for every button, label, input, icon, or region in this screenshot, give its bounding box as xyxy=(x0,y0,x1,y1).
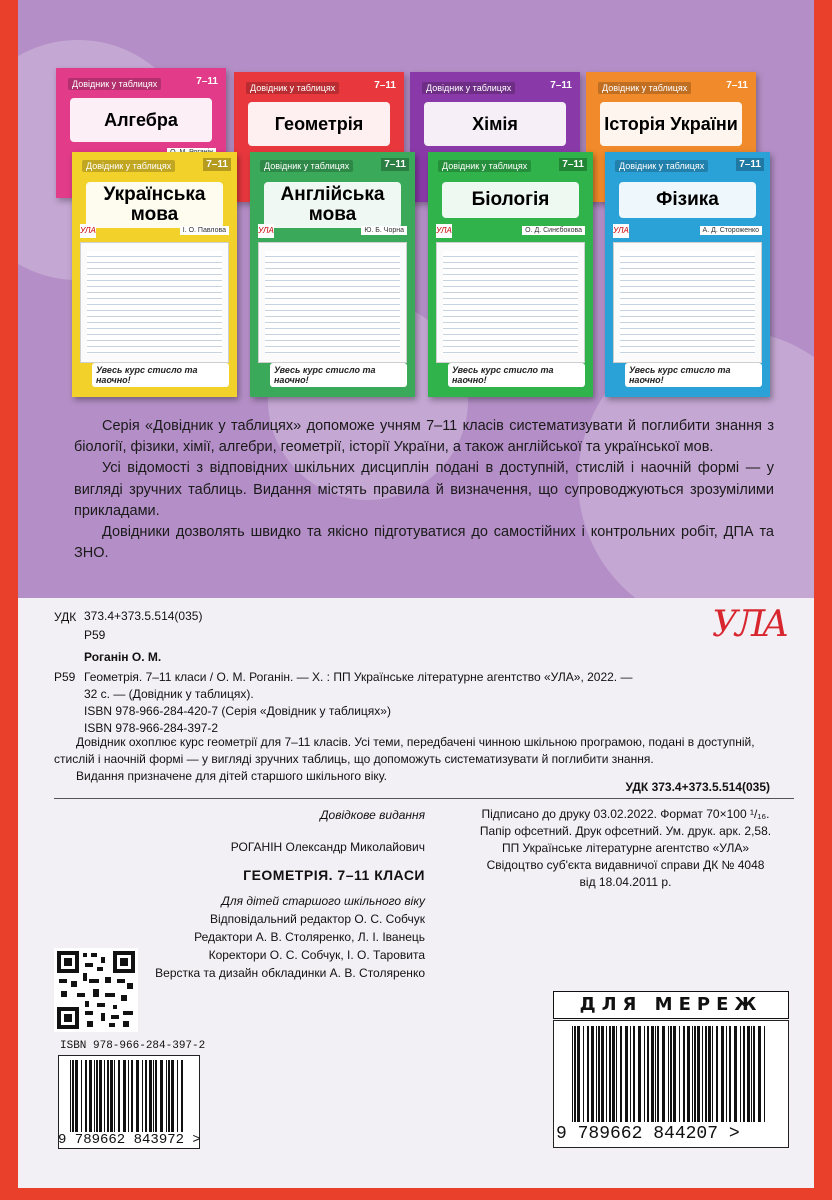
library-index: Р59 xyxy=(54,670,76,684)
barcode-bar xyxy=(177,1060,178,1132)
barcode-bar xyxy=(153,1060,154,1132)
barcode-bar xyxy=(694,1026,696,1122)
responsible-editor: Відповідальний редактор О. С. Собчук xyxy=(209,912,425,926)
book-biology xyxy=(428,152,593,397)
barcode-bar xyxy=(85,1060,87,1132)
barcode-bar xyxy=(72,1060,74,1132)
barcode-bar xyxy=(657,1026,659,1122)
barcode-bar xyxy=(609,1026,611,1122)
book-grades: 7–11 xyxy=(203,158,231,171)
barcode-bar xyxy=(128,1060,129,1132)
series-description xyxy=(74,416,774,564)
barcode-bar xyxy=(89,1060,92,1132)
barcode-bar xyxy=(726,1026,727,1122)
book-tagline: Увесь курс стисло та наочно! xyxy=(625,363,762,387)
isbn-series: ISBN 978-966-284-420-7 (Серія «Довідник у таблицях») xyxy=(84,704,391,718)
book-author: А. Д. Стороженко xyxy=(700,226,762,235)
barcode-bar xyxy=(751,1026,752,1122)
barcode-bar xyxy=(734,1026,737,1122)
book-series-label: Довідник у таблицях xyxy=(615,160,708,172)
book-title: Алгебра xyxy=(70,98,212,142)
barcode-left xyxy=(70,1060,186,1132)
barcode-bar xyxy=(716,1026,718,1122)
book-series-label: Довідник у таблицях xyxy=(438,160,531,172)
book-series-label: Довідник у таблицях xyxy=(246,82,339,94)
barcode-bar xyxy=(155,1060,157,1132)
barcode-bar xyxy=(616,1026,617,1122)
divider xyxy=(54,798,794,799)
book-tagline: Увесь курс стисло та наочно! xyxy=(270,363,407,387)
book-series-label: Довідник у таблицях xyxy=(422,82,515,94)
barcode-bar xyxy=(142,1060,143,1132)
book-main-title: ГЕОМЕТРІЯ. 7–11 КЛАСИ xyxy=(243,867,425,883)
layout-design: Верстка та дизайн обкладинки А. В. Столяренко xyxy=(155,966,425,980)
barcode-bar xyxy=(702,1026,703,1122)
barcode-bar xyxy=(181,1060,183,1132)
book-title: Біологія xyxy=(442,182,579,218)
book-table-preview xyxy=(258,242,407,363)
abstract-text: Довідник охоплює курс геометрії для 7–11 класів. Усі теми, передбачені чинною шкільною програмою, подані в доступній, стислій і наочній формі — у вигляді зручних таблиць, що допоможуть систематизувати й поглибити знання. xyxy=(54,735,755,766)
book-table-preview xyxy=(436,242,585,363)
barcode-bar xyxy=(644,1026,645,1122)
barcode-bar xyxy=(753,1026,755,1122)
barcode-bar xyxy=(692,1026,693,1122)
barcode-right-digits: 9 789662 844207 > xyxy=(556,1124,740,1144)
barcode-bar xyxy=(620,1026,622,1122)
udk-label: УДК xyxy=(54,610,77,624)
qr-code-graphic xyxy=(57,951,135,1029)
library-index: Р59 xyxy=(84,628,106,642)
proofreaders: Коректори О. С. Собчук, І. О. Таровита xyxy=(208,948,425,962)
book-author: Ю. Б. Чорна xyxy=(361,226,407,235)
barcode-bar xyxy=(601,1026,604,1122)
barcode-bar xyxy=(758,1026,761,1122)
barcode-bar xyxy=(687,1026,690,1122)
barcode-bar xyxy=(94,1060,95,1132)
book-ukrainian xyxy=(72,152,237,397)
description-paragraph: Довідники дозволять швидко та якісно підготуватися до самостійних і контрольних робіт, ДПА та ЗНО. xyxy=(74,524,774,562)
barcode-bar xyxy=(740,1026,741,1122)
barcode-bar xyxy=(572,1026,573,1122)
barcode-bar xyxy=(598,1026,600,1122)
book-title: Українська мова xyxy=(86,182,223,228)
ula-logo-small: УЛА xyxy=(436,224,452,238)
ula-logo-small: УЛА xyxy=(613,224,629,238)
barcode-bar xyxy=(655,1026,656,1122)
book-grades: 7–11 xyxy=(736,158,764,171)
publisher-logo: УЛА xyxy=(712,604,787,645)
barcode-bar xyxy=(118,1060,120,1132)
barcode-bar xyxy=(171,1060,174,1132)
print-info: від 18.04.2011 р. xyxy=(579,875,672,889)
barcode-left-digits: 9 789662 843972 > xyxy=(58,1132,201,1148)
barcode-bar xyxy=(99,1060,102,1132)
barcode-bar xyxy=(630,1026,631,1122)
isbn-book: ISBN 978-966-284-397-2 xyxy=(84,721,219,735)
network-label: ДЛЯ МЕРЕЖ xyxy=(553,991,789,1019)
barcode-bar xyxy=(574,1026,576,1122)
barcode-bar xyxy=(596,1026,597,1122)
book-table-preview xyxy=(613,242,762,363)
barcode-right xyxy=(572,1026,768,1122)
book-series-label: Довідник у таблицях xyxy=(68,78,161,90)
print-info: Папір офсетний. Друк офсетний. Ум. друк. арк. 2,58. xyxy=(479,824,772,838)
editors: Редактори А. В. Столяренко, Л. І. Іванець xyxy=(194,930,425,944)
barcode-bar xyxy=(591,1026,594,1122)
book-author: І. О. Павлова xyxy=(180,226,229,235)
barcode-bar xyxy=(131,1060,133,1132)
book-title: Англійська мова xyxy=(264,182,401,228)
barcode-bar xyxy=(712,1026,713,1122)
bibliographic-record xyxy=(84,669,794,737)
book-grades: 7–11 xyxy=(374,80,396,91)
barcode-bar xyxy=(747,1026,750,1122)
book-english xyxy=(250,152,415,397)
barcode-bar xyxy=(683,1026,685,1122)
barcode-bar xyxy=(123,1060,126,1132)
book-tagline: Увесь курс стисло та наочно! xyxy=(92,363,229,387)
book-series-label: Довідник у таблицях xyxy=(598,82,691,94)
abstract-text: Видання призначене для дітей старшого шкільного віку. xyxy=(76,769,387,783)
barcode-bar xyxy=(764,1026,765,1122)
barcode-bar xyxy=(96,1060,98,1132)
barcode-bar xyxy=(70,1060,71,1132)
barcode-bar xyxy=(114,1060,115,1132)
abstract xyxy=(54,734,794,785)
barcode-bar xyxy=(110,1060,113,1132)
barcode-bar xyxy=(633,1026,635,1122)
book-grades: 7–11 xyxy=(550,80,572,91)
qr-code xyxy=(54,948,138,1032)
book-grades: 7–11 xyxy=(196,76,218,87)
book-tagline: Увесь курс стисло та наочно! xyxy=(448,363,585,387)
print-info: Свідоцтво суб'єкта видавничої справи ДК № 4048 xyxy=(486,858,765,872)
barcode-bar xyxy=(104,1060,105,1132)
book-grades: 7–11 xyxy=(381,158,409,171)
book-grades: 7–11 xyxy=(559,158,587,171)
book-series-label: Довідник у таблицях xyxy=(260,160,353,172)
book-table-preview xyxy=(80,242,229,363)
book-title: Історія України xyxy=(600,102,742,146)
barcode-bar xyxy=(743,1026,745,1122)
description-paragraph: Усі відомості з відповідних шкільних дисциплін подані в доступній, стислій і наочній формі — у вигляді зручних таблиць. Видання містять правила й визначення, що супроводжуються зрозумілими прикладами. xyxy=(74,460,774,519)
book-title: Геометрія xyxy=(248,102,390,146)
barcode-bar xyxy=(577,1026,580,1122)
book-series-label: Довідник у таблицях xyxy=(82,160,175,172)
print-info: ПП Українське літературне агентство «УЛА» xyxy=(501,841,750,855)
barcode-bar xyxy=(612,1026,615,1122)
book-physics xyxy=(605,152,770,397)
isbn-barcode-label: ISBN 978-966-284-397-2 xyxy=(60,1040,206,1052)
barcode-bar xyxy=(81,1060,82,1132)
book-title: Фізика xyxy=(619,182,756,218)
barcode-bar xyxy=(168,1060,170,1132)
edition-type: Довідкове видання xyxy=(320,808,425,822)
barcode-bar xyxy=(708,1026,711,1122)
barcode-bar xyxy=(583,1026,584,1122)
description-paragraph: Серія «Довідник у таблицях» допоможе учням 7–11 класів систематизувати й поглибити знання з біології, фізики, хімії, алгебри, геометрії, історії України, а також англійської та української мов. xyxy=(74,418,774,456)
barcode-bar xyxy=(638,1026,641,1122)
barcode-bar xyxy=(721,1026,724,1122)
bib-line: Геометрія. 7–11 класи / О. М. Роганін. — Х. : ПП Українське літературне агентство «УЛА», 2022. — xyxy=(84,670,633,684)
barcode-bar xyxy=(705,1026,707,1122)
barcode-bar xyxy=(729,1026,731,1122)
barcode-bar xyxy=(166,1060,167,1132)
book-grades: 7–11 xyxy=(726,80,748,91)
barcode-bar xyxy=(160,1060,163,1132)
audience: Для дітей старшого шкільного віку xyxy=(221,894,425,908)
author-full-name: РОГАНІН Олександр Миколайович xyxy=(230,840,425,854)
ula-logo-small: УЛА xyxy=(80,224,96,238)
book-author: О. Д. Синєбокова xyxy=(522,226,585,235)
catalog-author: Роганін О. М. xyxy=(84,650,162,664)
barcode-bar xyxy=(75,1060,78,1132)
barcode-bar xyxy=(145,1060,147,1132)
barcode-bar xyxy=(136,1060,139,1132)
barcode-bar xyxy=(679,1026,680,1122)
barcode-bar xyxy=(673,1026,676,1122)
barcode-bar xyxy=(662,1026,665,1122)
imprint-right xyxy=(453,806,798,891)
barcode-bar xyxy=(606,1026,607,1122)
barcode-bar xyxy=(651,1026,654,1122)
barcode-bar xyxy=(625,1026,628,1122)
barcode-bar xyxy=(647,1026,649,1122)
book-title: Хімія xyxy=(424,102,566,146)
barcode-bar xyxy=(107,1060,109,1132)
ula-logo-small: УЛА xyxy=(258,224,274,238)
barcode-bar xyxy=(697,1026,700,1122)
udk-code-right: УДК 373.4+373.5.514(035) xyxy=(625,780,770,794)
barcode-bar xyxy=(149,1060,152,1132)
print-info: Підписано до друку 03.02.2022. Формат 70×100 ¹/₁₆. xyxy=(481,807,770,821)
barcode-bar xyxy=(587,1026,589,1122)
barcode-bar xyxy=(668,1026,669,1122)
bib-line: 32 с. — (Довідник у таблицях). xyxy=(84,687,254,701)
udk-code: 373.4+373.5.514(035) xyxy=(84,609,203,623)
barcode-bar xyxy=(670,1026,672,1122)
